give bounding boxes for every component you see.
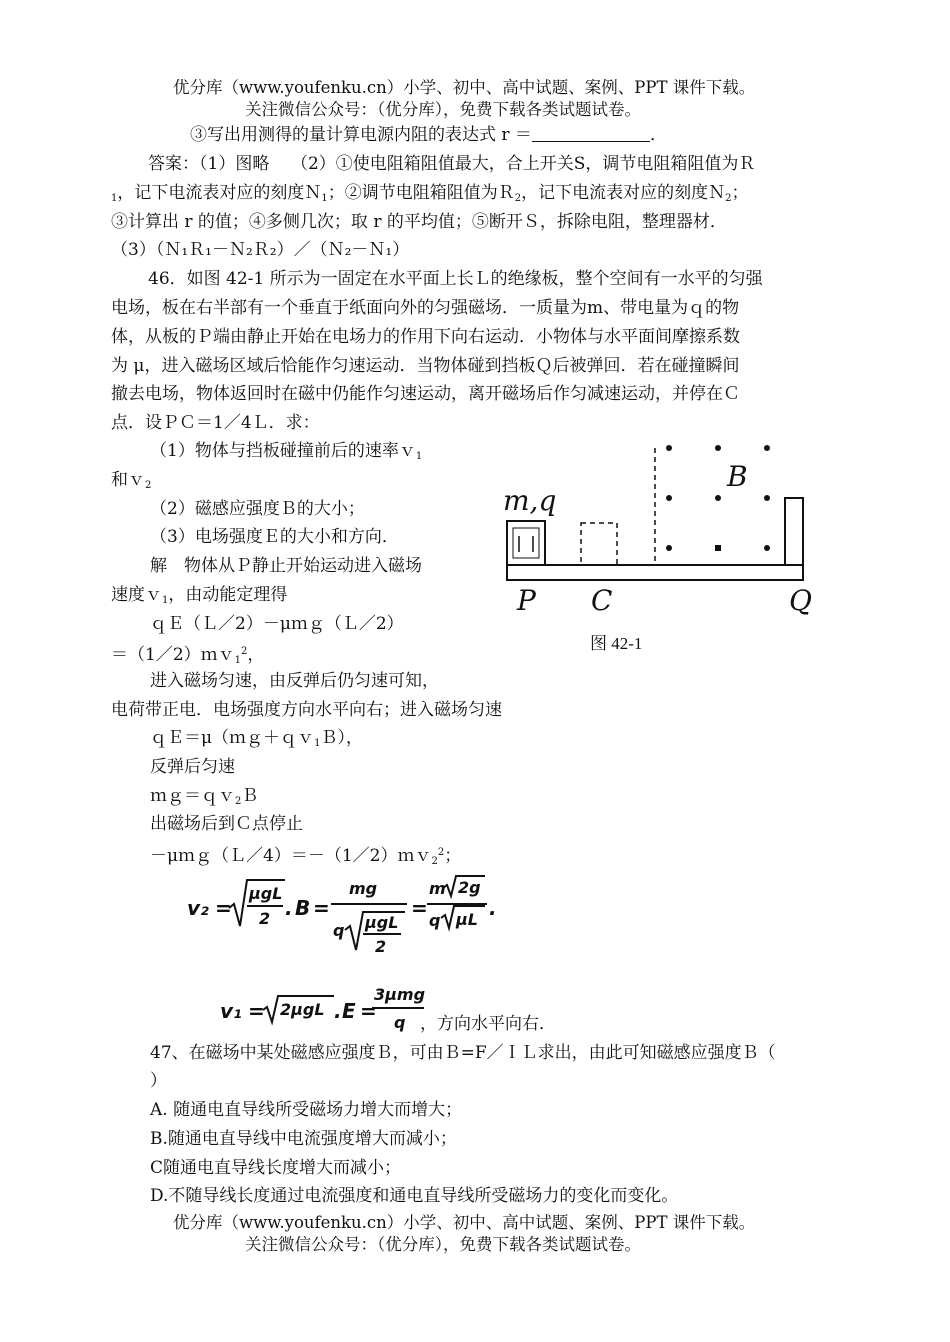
label-Q: Q bbox=[789, 584, 812, 617]
q46-stem-3: 体，从板的Ｐ端由静止开始在电场力的作用下向右运动．小物体与水平面间摩擦系数 bbox=[111, 327, 740, 347]
sub-2: 2 bbox=[235, 796, 242, 807]
sol-line-9 bbox=[150, 784, 258, 814]
eq-q-1: q bbox=[333, 921, 345, 940]
equation-v2-B bbox=[185, 866, 505, 956]
eq-equals-1: = bbox=[215, 896, 232, 920]
q45-answer-line-2 bbox=[111, 181, 749, 211]
q46-stem-2: 电场，板在右半部有一个垂直于纸面向外的匀强磁场．一质量为m、带电量为ｑ的物 bbox=[111, 298, 740, 318]
q46-sub1-text: （1）物体与挡板碰撞前后的速率ｖ bbox=[150, 441, 416, 461]
field-dot bbox=[666, 545, 672, 551]
eq-dot-1: . bbox=[285, 896, 293, 920]
sup-2: 2 bbox=[437, 847, 445, 858]
answer-part1: （1）图略 bbox=[199, 154, 270, 174]
label-mq: m,q bbox=[503, 484, 557, 517]
footer-line-1: 优分库（www.youfenku.cn）小学、初中、高中试题、案例、PPT 课件下载。 bbox=[173, 1213, 756, 1232]
answer-part2b-mid: ；②调节电阻箱阻值为Ｒ bbox=[327, 183, 515, 203]
field-dot bbox=[715, 445, 721, 451]
label-B: B bbox=[727, 460, 748, 493]
field-dot bbox=[764, 545, 770, 551]
q46-sub2: （2）磁感应强度Ｂ的大小； bbox=[150, 499, 365, 519]
q46-stem-6: 点．设ＰＣ＝1／4Ｌ．求： bbox=[111, 413, 320, 433]
answer-part2b-end: ； bbox=[731, 183, 749, 203]
eq-equals-3: = bbox=[411, 896, 428, 920]
eq-v2: v₂ bbox=[187, 896, 209, 920]
eq-dot-2: . bbox=[489, 896, 497, 920]
q46-stem-4: 为 μ，进入磁场区域后恰能作匀速运动．当物体碰到挡板Ｑ后被弹回．若在碰撞瞬间 bbox=[111, 356, 740, 376]
field-dot bbox=[715, 495, 721, 501]
sol-line-2-text: 速度ｖ bbox=[111, 585, 162, 605]
eq-q-3: q bbox=[394, 1013, 406, 1032]
sup-2: 2 bbox=[241, 646, 248, 657]
sol-line-6: 电荷带正电．电场强度方向水平向右；进入磁场匀速 bbox=[111, 700, 502, 720]
magnetic-field-dots bbox=[666, 445, 770, 551]
field-dot bbox=[666, 495, 672, 501]
sol-line-5: 进入磁场匀速，由反弹后仍匀速可知， bbox=[150, 671, 439, 691]
baffle-Q bbox=[785, 498, 803, 580]
sol-line-11-text: －μｍｇ（Ｌ／4）＝－（1／2）ｍｖ bbox=[150, 846, 432, 866]
sub-2: 2 bbox=[514, 193, 522, 204]
sol-line-4-text: ＝（1／2）ｍｖ bbox=[111, 645, 235, 665]
eq-mul: μL bbox=[456, 910, 478, 929]
sub-1: 1 bbox=[234, 655, 242, 666]
eq-2g: 2g bbox=[458, 878, 481, 897]
sol-line-9-text: ｍｇ＝ｑｖ bbox=[150, 786, 235, 806]
answer-part2a: （2）①使电阻箱阻值最大，合上开关S，调节电阻箱阻值为Ｒ bbox=[290, 154, 756, 174]
eq-equals-2: = bbox=[313, 896, 330, 920]
q47-stem: 47、在磁场中某处磁感应强度Ｂ，可由Ｂ=F／ＩＬ求出，由此可知磁感应强度Ｂ（ bbox=[150, 1043, 776, 1063]
q45-answer-line-4: （3）（Ｎ₁Ｒ₁－Ｎ₂Ｒ₂）／（Ｎ₂－Ｎ₁） bbox=[111, 240, 410, 260]
sol-line-9-end: Ｂ bbox=[241, 786, 259, 806]
header-line-1: 优分库（www.youfenku.cn）小学、初中、高中试题、案例、PPT 课件下载。 bbox=[173, 78, 756, 97]
sol-line-3: ｑＥ（Ｌ／2）－μｍｇ（Ｌ／2） bbox=[150, 614, 404, 634]
label-P: P bbox=[517, 584, 536, 617]
sol-line-10: 出磁场后到Ｃ点停止 bbox=[150, 814, 303, 834]
eq-B: B bbox=[295, 896, 311, 920]
figure-caption: 图 42-1 bbox=[590, 634, 643, 653]
q45-item3-text: ③写出用测得的量计算电源内阻的表达式 r ＝ bbox=[190, 125, 532, 145]
q46-stem-5: 撤去电场，物体返回时在磁中仍能作匀速运动，离开磁场后作匀减速运动，并停在Ｃ bbox=[111, 384, 740, 404]
q45-answer-line-3: ③计算出 r 的值；④多侧几次；取 r 的平均值；⑤断开Ｓ，拆除电阻，整理器材． bbox=[111, 212, 727, 232]
sol-line-7-end: Ｂ）， bbox=[320, 728, 363, 748]
eq-E: E bbox=[342, 999, 356, 1023]
q45-item3-end: ． bbox=[649, 125, 667, 145]
eq-equals-5: = bbox=[360, 999, 377, 1023]
sol-line-7 bbox=[150, 726, 363, 756]
q47-option-d: D.不随导线长度通过电流强度和通电直导线所受磁场力的变化而变化。 bbox=[150, 1186, 679, 1206]
sub-2: 2 bbox=[725, 193, 732, 204]
eq-mugl-1: μgL bbox=[249, 884, 283, 903]
q46-sub1-cont bbox=[111, 468, 151, 498]
sub-1: 1 bbox=[162, 595, 169, 606]
eq-3mumg: 3μmg bbox=[374, 985, 426, 1004]
eq-mg: mg bbox=[349, 879, 378, 898]
sol-line-4: ＝（1／2）ｍｖ$_1^2$， bbox=[111, 645, 265, 666]
footer-line-2: 关注微信公众号：（优分库），免费下载各类试题试卷。 bbox=[245, 1235, 641, 1254]
q47-option-c: C随通电直导线长度增大而减小； bbox=[150, 1158, 402, 1178]
answer-part2b-pre: ，记下电流表对应的刻度Ｎ bbox=[117, 183, 322, 203]
charged-block-inner bbox=[513, 528, 539, 558]
q45-item3 bbox=[190, 123, 667, 147]
eq-2mugl: 2μgL bbox=[280, 1000, 325, 1019]
field-dot bbox=[666, 445, 672, 451]
sol-direction: ，方向水平向右． bbox=[420, 1014, 556, 1034]
sub-1: 1 bbox=[321, 193, 328, 204]
equation-v1-E bbox=[218, 982, 433, 1042]
eq-m: m bbox=[429, 879, 446, 898]
sub-1: 1 bbox=[415, 451, 423, 462]
sub-2: 2 bbox=[431, 856, 438, 867]
sol-line-8: 反弹后匀速 bbox=[150, 757, 235, 777]
answer-blank bbox=[532, 125, 650, 142]
stop-position-C bbox=[581, 523, 617, 565]
field-dot bbox=[764, 495, 770, 501]
eq-equals-4: = bbox=[248, 999, 265, 1023]
q47-stem-end: ） bbox=[150, 1071, 167, 1091]
sol-line-11-end: ； bbox=[444, 846, 462, 866]
sol-line-7-text: ｑＥ＝μ（ｍｇ＋ｑｖ bbox=[150, 728, 315, 748]
q47-option-b: B.随通电直导线中电流强度增大而减小； bbox=[150, 1129, 457, 1149]
q45-answer-line-1 bbox=[148, 152, 755, 176]
sub-1: 1 bbox=[314, 738, 321, 749]
sol-line-2-end: ，由动能定理得 bbox=[168, 585, 288, 605]
q46-sub3: （3）电场强度Ｅ的大小和方向． bbox=[150, 527, 399, 547]
sub-2: 2 bbox=[145, 480, 152, 491]
figure-42-1 bbox=[495, 438, 825, 623]
sol-line-2 bbox=[111, 583, 287, 613]
eq-v1: v₁ bbox=[220, 999, 242, 1023]
eq-mugl-2: μgL bbox=[365, 913, 399, 932]
q46-sub1 bbox=[150, 439, 422, 469]
sub-1: 1 bbox=[111, 193, 118, 204]
field-dot bbox=[764, 445, 770, 451]
field-dot bbox=[715, 545, 721, 551]
answer-part2b-mid2: ，记下电流表对应的刻度Ｎ bbox=[521, 183, 726, 203]
sol-line-1: 解 物体从Ｐ静止开始运动进入磁场 bbox=[150, 556, 422, 576]
q46-stem-1: 46．如图 42-1 所示为一固定在水平面上长Ｌ的绝缘板，整个空间有一水平的匀强 bbox=[148, 269, 763, 289]
eq-two-1: 2 bbox=[259, 909, 271, 928]
label-C: C bbox=[591, 584, 613, 617]
insulating-board bbox=[507, 565, 803, 580]
answer-label: 答案： bbox=[148, 154, 199, 174]
q47-option-a: A. 随通电直导线所受磁场力增大而增大； bbox=[150, 1100, 463, 1120]
q46-sub1-cont-text: 和ｖ bbox=[111, 470, 145, 490]
eq-q-2: q bbox=[429, 911, 441, 930]
eq-dot-3: . bbox=[334, 999, 342, 1023]
eq-two-2: 2 bbox=[375, 937, 387, 956]
header-line-2: 关注微信公众号：（优分库），免费下载各类试题试卷。 bbox=[245, 100, 641, 119]
